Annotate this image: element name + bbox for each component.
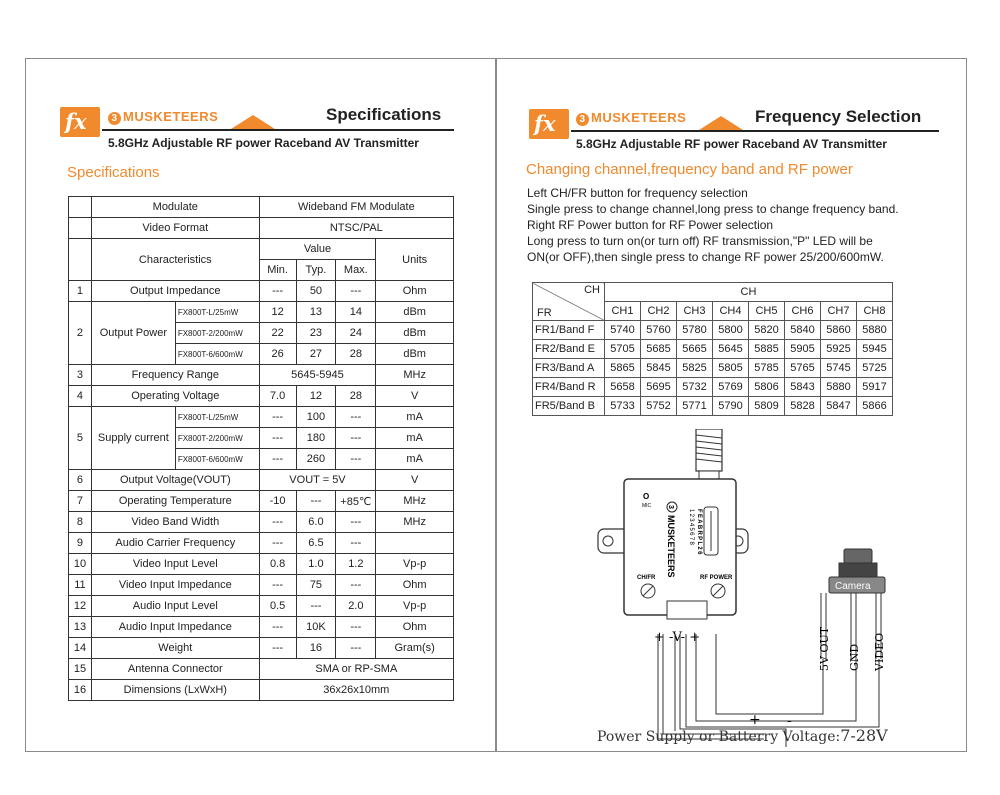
frequency-cell: 5725 <box>857 359 893 378</box>
table-cell: Gram(s) <box>376 638 454 659</box>
section-heading: Changing channel,frequency band and RF power <box>526 161 853 178</box>
model-label: FX800T-6/600mW <box>175 344 259 365</box>
table-cell: 12 <box>296 386 336 407</box>
antenna-connector <box>696 429 722 479</box>
table-cell: 0.5 <box>259 596 296 617</box>
band-label: FR3/Band A <box>533 359 605 378</box>
table-cell: VOUT = 5V <box>259 470 376 491</box>
corner-cell <box>533 283 605 321</box>
table-cell: 1.0 <box>296 554 336 575</box>
row-label: Operating Voltage <box>91 386 259 407</box>
frequency-cell: 5732 <box>677 378 713 397</box>
table-row <box>533 359 893 378</box>
table-cell: 75 <box>296 575 336 596</box>
svg-text:12345678: 12345678 <box>688 509 694 547</box>
model-label: FX800T-6/600mW <box>175 449 259 470</box>
table-cell: MHz <box>376 365 454 386</box>
table-cell: --- <box>336 281 376 302</box>
page-title: Specifications <box>326 105 442 124</box>
table-row <box>69 575 454 596</box>
table-cell <box>69 239 92 281</box>
table-row <box>69 596 454 617</box>
table-cell: 28 <box>336 386 376 407</box>
frequency-cell: 5780 <box>677 321 713 340</box>
table-cell: V <box>376 470 454 491</box>
row-label: Output Impedance <box>91 281 259 302</box>
table-row <box>69 302 454 323</box>
table-cell: MHz <box>376 512 454 533</box>
row-number: 14 <box>69 638 92 659</box>
frequency-cell: 5828 <box>785 397 821 416</box>
table-cell: 28 <box>336 344 376 365</box>
header-rule <box>102 129 454 131</box>
frequency-cell: 5820 <box>749 321 785 340</box>
frequency-cell: 5885 <box>749 340 785 359</box>
row-number: 6 <box>69 470 92 491</box>
frequency-cell: 5695 <box>641 378 677 397</box>
frequency-cell: 5760 <box>641 321 677 340</box>
table-cell: 27 <box>296 344 336 365</box>
svg-text:FEABRPL26: FEABRPL26 <box>696 509 702 556</box>
column-header: Value <box>259 239 376 260</box>
supply-plus: + <box>749 712 761 728</box>
frequency-table <box>532 282 893 416</box>
table-row <box>533 397 893 416</box>
frequency-cell: 5800 <box>713 321 749 340</box>
row-label: Video Input Level <box>91 554 259 575</box>
table-cell: 2.0 <box>336 596 376 617</box>
row-number: 15 <box>69 659 92 680</box>
frequency-cell: 5752 <box>641 397 677 416</box>
row-number: 8 <box>69 512 92 533</box>
frequency-cell: 5805 <box>713 359 749 378</box>
frequency-cell: 5825 <box>677 359 713 378</box>
table-cell: --- <box>259 512 296 533</box>
table-cell: 6.0 <box>296 512 336 533</box>
table-cell: mA <box>376 428 454 449</box>
table-cell: dBm <box>376 302 454 323</box>
band-label: FR5/Band B <box>533 397 605 416</box>
table-cell: 7.0 <box>259 386 296 407</box>
frequency-cell: 5847 <box>821 397 857 416</box>
model-label: FX800T-L/25mW <box>175 407 259 428</box>
svg-text:5V OUT: 5V OUT <box>818 626 831 671</box>
table-cell: 100 <box>296 407 336 428</box>
instruction-line: Left CH/FR button for frequency selection <box>527 186 748 200</box>
row-number: 4 <box>69 386 92 407</box>
column-header: Typ. <box>296 260 336 281</box>
frequency-cell: 5769 <box>713 378 749 397</box>
table-cell: --- <box>336 575 376 596</box>
led-indicator: O <box>643 492 650 501</box>
table-cell: --- <box>259 617 296 638</box>
row-number: 1 <box>69 281 92 302</box>
fx-logo: fx <box>60 107 100 137</box>
table-row <box>69 533 454 554</box>
frequency-cell: 5665 <box>677 340 713 359</box>
table-cell: dBm <box>376 344 454 365</box>
table-cell: MHz <box>376 491 454 512</box>
instruction-line: ON(or OFF),then single press to change RF power 25/200/600mW. <box>527 250 884 264</box>
table-cell: --- <box>336 449 376 470</box>
frequency-cell: 5925 <box>821 340 857 359</box>
table-cell: --- <box>259 449 296 470</box>
header-triangle <box>231 115 275 129</box>
table-cell: 24 <box>336 323 376 344</box>
mic-label: MIC <box>642 503 652 509</box>
table-cell <box>69 197 92 218</box>
power-range: 7-28V <box>840 726 888 745</box>
channel-header: CH5 <box>749 302 785 321</box>
table-cell: 260 <box>296 449 336 470</box>
model-label: FX800T-L/25mW <box>175 302 259 323</box>
instructions <box>527 185 899 265</box>
row-number: 10 <box>69 554 92 575</box>
frequency-cell: 5945 <box>857 340 893 359</box>
table-cell: --- <box>336 512 376 533</box>
camera <box>829 549 885 593</box>
pin-header <box>667 601 707 619</box>
band-label: FR2/Band E <box>533 340 605 359</box>
table-row <box>69 218 454 239</box>
frequency-cell: 5865 <box>605 359 641 378</box>
table-cell: 22 <box>259 323 296 344</box>
corner-ch: CH <box>584 284 600 296</box>
table-row <box>69 512 454 533</box>
page-subtitle: 5.8GHz Adjustable RF power Raceband AV Transmitter <box>576 137 887 151</box>
row-label: Output Voltage(VOUT) <box>91 470 259 491</box>
svg-text:GND: GND <box>848 643 861 671</box>
table-cell: NTSC/PAL <box>259 218 453 239</box>
frequency-cell: 5645 <box>713 340 749 359</box>
svg-text:MUSKETEERS: MUSKETEERS <box>666 515 676 578</box>
rfpower-button[interactable] <box>711 584 725 598</box>
header-rule <box>571 130 939 132</box>
channel-header: CH2 <box>641 302 677 321</box>
frequency-cell: 5705 <box>605 340 641 359</box>
wire-label-5v <box>818 626 831 671</box>
table-cell: Vp-p <box>376 554 454 575</box>
table-cell: dBm <box>376 323 454 344</box>
frequency-cell: 5785 <box>749 359 785 378</box>
table-row <box>69 197 454 218</box>
frequency-cell: 5771 <box>677 397 713 416</box>
row-number: 5 <box>69 407 92 470</box>
page-subtitle: 5.8GHz Adjustable RF power Raceband AV Transmitter <box>108 136 419 150</box>
row-number: 7 <box>69 491 92 512</box>
supply-minus: - <box>787 713 792 729</box>
specifications-table <box>68 196 454 701</box>
table-row <box>533 321 893 340</box>
table-cell: --- <box>296 491 336 512</box>
table-cell: --- <box>259 575 296 596</box>
brand-name: 3 MUSKETEERS <box>108 109 218 125</box>
table-cell: Ohm <box>376 281 454 302</box>
table-cell: 26 <box>259 344 296 365</box>
table-cell: mA <box>376 407 454 428</box>
table-row <box>69 239 454 260</box>
musketeers-logo-icon: 3 <box>576 113 589 126</box>
model-label: FX800T-2/200mW <box>175 323 259 344</box>
table-row <box>69 281 454 302</box>
table-cell: SMA or RP-SMA <box>259 659 453 680</box>
frequency-cell: 5685 <box>641 340 677 359</box>
chfr-label: CH/FR <box>637 575 656 581</box>
row-label: Video Format <box>91 218 259 239</box>
instruction-line: Long press to turn on(or turn off) RF transmission,"P" LED will be <box>527 234 873 248</box>
channel-header: CH8 <box>857 302 893 321</box>
frequency-cell: 5905 <box>785 340 821 359</box>
table-cell: 50 <box>296 281 336 302</box>
column-header: Max. <box>336 260 376 281</box>
channel-header: CH4 <box>713 302 749 321</box>
table-cell: 0.8 <box>259 554 296 575</box>
table-cell: --- <box>336 428 376 449</box>
row-label: Audio Input Level <box>91 596 259 617</box>
wire-label-gnd <box>848 644 861 671</box>
channel-header: CH6 <box>785 302 821 321</box>
row-label: Output Power <box>91 302 175 365</box>
table-cell: --- <box>259 638 296 659</box>
fx-logo: fx <box>529 109 569 139</box>
table-cell <box>376 533 454 554</box>
table-row <box>69 680 454 701</box>
row-label: Audio Carrier Frequency <box>91 533 259 554</box>
row-number: 2 <box>69 302 92 365</box>
channel-header: CH1 <box>605 302 641 321</box>
table-cell: --- <box>336 533 376 554</box>
row-label: Video Band Width <box>91 512 259 533</box>
row-label: Antenna Connector <box>91 659 259 680</box>
table-cell: 23 <box>296 323 336 344</box>
wire-label-video <box>873 633 886 672</box>
instruction-line: Single press to change channel,long press to change frequency band. <box>527 202 899 216</box>
table-cell: 180 <box>296 428 336 449</box>
column-header: CH <box>605 283 893 302</box>
table-cell: --- <box>336 407 376 428</box>
table-cell <box>69 218 92 239</box>
svg-text:VIDEO: VIDEO <box>873 632 886 671</box>
frequency-cell: 5860 <box>821 321 857 340</box>
table-cell: --- <box>336 617 376 638</box>
row-label: Video Input Impedance <box>91 575 259 596</box>
table-cell: 14 <box>336 302 376 323</box>
pin-labels: + -V- + <box>654 630 701 645</box>
model-label: FX800T-2/200mW <box>175 428 259 449</box>
frequency-cell: 5806 <box>749 378 785 397</box>
table-cell: --- <box>259 533 296 554</box>
row-label: Dimensions (LxWxH) <box>91 680 259 701</box>
table-cell: Vp-p <box>376 596 454 617</box>
table-cell: Ohm <box>376 617 454 638</box>
frequency-cell: 5843 <box>785 378 821 397</box>
frequency-selection-page <box>495 58 967 752</box>
table-cell: 16 <box>296 638 336 659</box>
table-cell: --- <box>259 428 296 449</box>
specifications-page <box>25 58 497 752</box>
table-row <box>533 378 893 397</box>
frequency-cell: 5917 <box>857 378 893 397</box>
row-label: Operating Temperature <box>91 491 259 512</box>
table-row <box>69 638 454 659</box>
header-triangle <box>699 116 743 130</box>
table-cell: --- <box>336 638 376 659</box>
table-row <box>69 407 454 428</box>
band-label: FR1/Band F <box>533 321 605 340</box>
table-row <box>69 491 454 512</box>
row-label: Weight <box>91 638 259 659</box>
row-label: Audio Input Impedance <box>91 617 259 638</box>
frequency-cell: 5880 <box>857 321 893 340</box>
band-label: FR4/Band R <box>533 378 605 397</box>
frequency-cell: 5845 <box>641 359 677 378</box>
table-cell: 6.5 <box>296 533 336 554</box>
wiring-diagram <box>496 429 966 749</box>
table-row <box>69 659 454 680</box>
row-number: 13 <box>69 617 92 638</box>
frequency-cell: 5866 <box>857 397 893 416</box>
rfpower-label: RF POWER <box>700 575 733 581</box>
row-label: Supply current <box>91 407 175 470</box>
frequency-cell: 5658 <box>605 378 641 397</box>
row-number: 9 <box>69 533 92 554</box>
frequency-cell: 5790 <box>713 397 749 416</box>
chfr-button[interactable] <box>641 584 655 598</box>
camera-label: Camera <box>835 581 871 592</box>
table-cell: 10K <box>296 617 336 638</box>
frequency-cell: 5880 <box>821 378 857 397</box>
frequency-cell: 5765 <box>785 359 821 378</box>
frequency-cell: 5840 <box>785 321 821 340</box>
table-row <box>69 365 454 386</box>
section-heading: Specifications <box>67 164 160 181</box>
table-row <box>69 470 454 491</box>
table-cell: Wideband FM Modulate <box>259 197 453 218</box>
table-cell: --- <box>259 281 296 302</box>
table-cell: 5645-5945 <box>259 365 376 386</box>
table-cell: V <box>376 386 454 407</box>
instruction-line: Right RF Power button for RF Power selection <box>527 218 774 232</box>
channel-header: CH3 <box>677 302 713 321</box>
table-row <box>69 386 454 407</box>
power-caption: Power Supply or Batterry Voltage:7-28V <box>597 726 888 745</box>
frequency-cell: 5733 <box>605 397 641 416</box>
row-number: 11 <box>69 575 92 596</box>
column-header: Units <box>376 239 454 281</box>
frequency-cell: 5745 <box>821 359 857 378</box>
table-cell: 1.2 <box>336 554 376 575</box>
row-label: Modulate <box>91 197 259 218</box>
table-cell: -10 <box>259 491 296 512</box>
table-cell: 36x26x10mm <box>259 680 453 701</box>
row-label: Frequency Range <box>91 365 259 386</box>
row-number: 16 <box>69 680 92 701</box>
table-cell: --- <box>259 407 296 428</box>
channel-header: CH7 <box>821 302 857 321</box>
column-header: Min. <box>259 260 296 281</box>
table-cell: --- <box>296 596 336 617</box>
brand-name: 3 MUSKETEERS <box>576 110 686 126</box>
table-cell: mA <box>376 449 454 470</box>
table-row <box>69 617 454 638</box>
table-cell: 12 <box>259 302 296 323</box>
musketeers-logo-icon: 3 <box>108 112 121 125</box>
row-number: 3 <box>69 365 92 386</box>
table-cell: +85℃ <box>336 491 376 512</box>
column-header: Characteristics <box>91 239 259 281</box>
corner-fr: FR <box>537 307 552 319</box>
table-row <box>533 340 893 359</box>
page-title: Frequency Selection <box>755 107 922 126</box>
frequency-cell: 5740 <box>605 321 641 340</box>
table-cell: 13 <box>296 302 336 323</box>
frequency-cell: 5809 <box>749 397 785 416</box>
table-cell: Ohm <box>376 575 454 596</box>
row-number: 12 <box>69 596 92 617</box>
table-row <box>69 554 454 575</box>
device-logo-icon: 3 <box>667 505 674 509</box>
table-row <box>533 283 893 302</box>
